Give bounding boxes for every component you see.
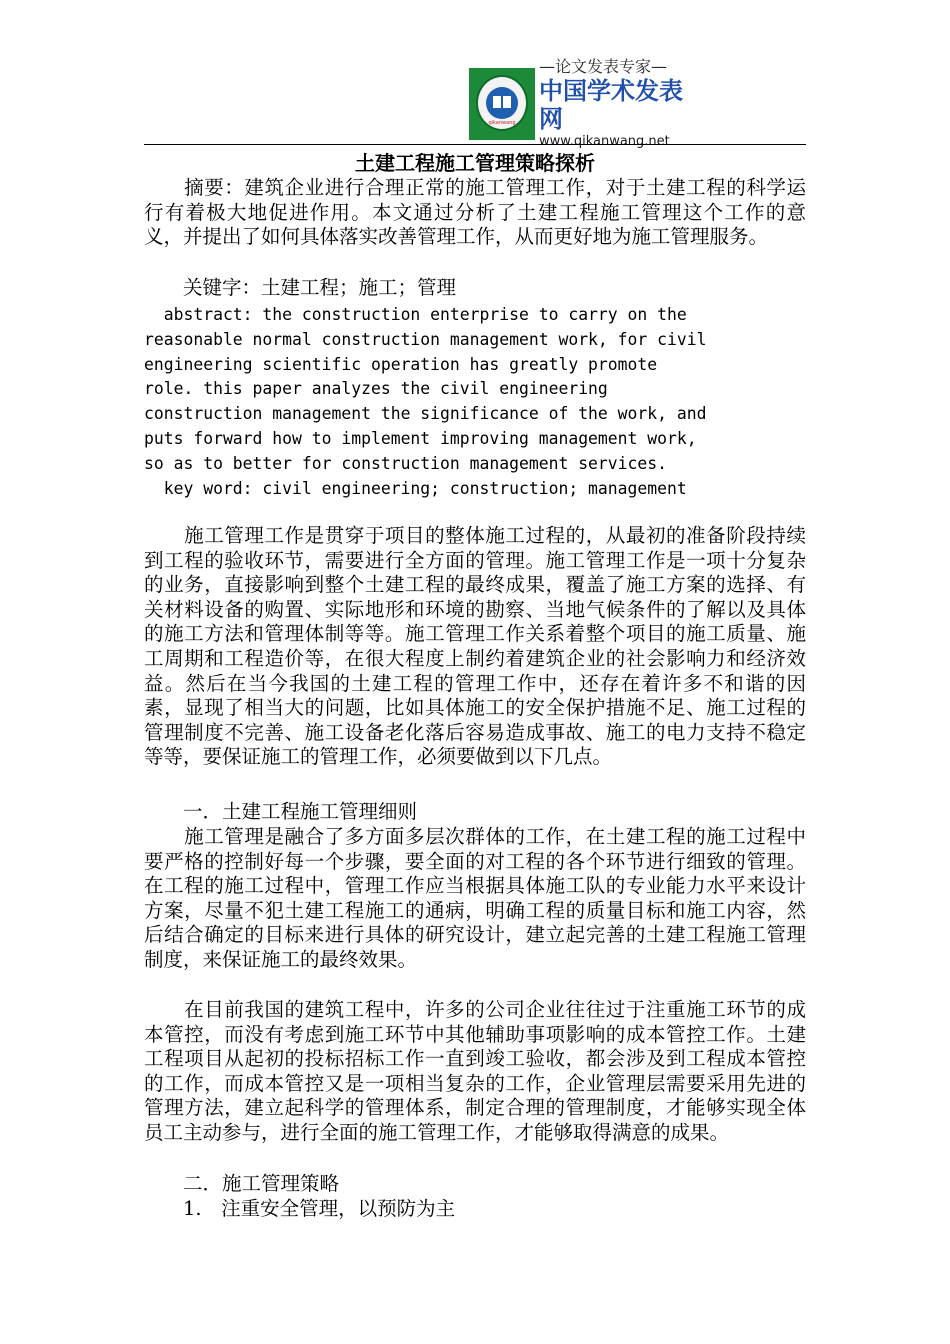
seal-icon [469, 68, 535, 140]
document-title: 土建工程施工管理策略探析 [355, 151, 595, 175]
keywords-en: key word: civil engineering; construction; management [144, 479, 687, 498]
paragraph-intro: 施工管理工作是贯穿于项目的整体施工过程的，从最初的准备阶段持续到工程的验收环节，需要进行全方面的管理。施工管理工作是一项十分复杂的业务，直接影响到整个土建工程的最终成果，覆盖了施工方案的选择、有关材料设备的购置、实际地形和环境的勘察、当地气候条件的了解以及具体的施工方法和管理体制等等。施工管理工作关系着整个项目的施工质量、施工周期和工程造价等，在很大程度上制约着建筑企业的社会影响力和经济效益。然后在当今我国的土建工程的管理工作中，还存在着许多不和谐的因素，显现了相当大的问题，比如具体施工的安全保护措施不足、施工过程的管理制度不完善、施工设备老化落后容易造成事故、施工的电力支持不稳定等等，要保证施工的管理工作，必须要做到以下几点。 [144, 524, 806, 769]
brand-tagline: —论文发表专家— [539, 57, 668, 76]
section-heading-1: 一．土建工程施工管理细则 [144, 800, 418, 823]
site-logo [469, 57, 697, 149]
list-item-1: 1. 注重安全管理，以预防为主 [144, 1197, 456, 1220]
abstract-en: abstract: the construction enterprise to carry on the reasonable normal construction management work, for civil engineering scientific operation has greatly promote role. this paper analyzes the civil engineering construction management the significance of the work, and puts forward how to implement improving management work, so as to better for construction management services. [144, 305, 707, 473]
section-heading-2: 二．施工管理策略 [144, 1172, 340, 1195]
brand-url: www.qikanwang.net [539, 134, 670, 149]
paragraph-cost: 在目前我国的建筑工程中，许多的公司企业往往过于注重施工环节的成本管控，而没有考虑到施工环节中其他辅助事项影响的成本管控工作。土建工程项目从起初的投标招标工作一直到竣工验收，都会涉及到工程成本管控的工作，而成本管控又是一项相当复杂的工作，企业管理层需要采用先进的管理方法，建立起科学的管理体系，制定合理的管理制度，才能够实现全体员工主动参与，进行全面的施工管理工作，才能够取得满意的成果。 [144, 998, 806, 1144]
seal-text: qikanwang [488, 120, 516, 126]
keywords-cn: 关键字：土建工程；施工；管理 [144, 276, 457, 299]
header-divider [144, 144, 806, 145]
brand-block [535, 57, 697, 149]
paragraph-rules: 施工管理是融合了多方面多层次群体的工作，在土建工程的施工过程中要严格的控制好每一个步骤，要全面的对工程的各个环节进行细致的管理。在工程的施工过程中，管理工作应当根据具体施工队的专业能力水平来设计方案，尽量不犯土建工程施工的通病，明确工程的质量目标和施工内容，然后结合确定的目标来进行具体的研究设计，建立起完善的土建工程施工管理制度，来保证施工的最终效果。 [144, 825, 806, 971]
abstract-cn: 摘要：建筑企业进行合理正常的施工管理工作，对于土建工程的科学运行有着极大地促进作用。本文通过分析了土建工程施工管理这个工作的意义，并提出了如何具体落实改善管理工作，从而更好地为施工管理服务。 [144, 176, 806, 249]
brand-name: 中国学术发表网 [539, 77, 683, 133]
